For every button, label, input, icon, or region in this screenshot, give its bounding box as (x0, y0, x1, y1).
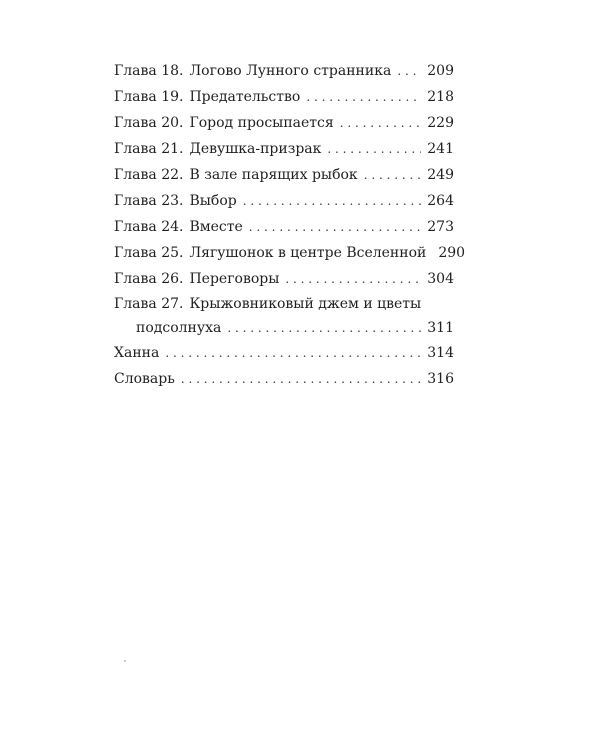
page-number: 304 (427, 271, 454, 287)
chapter-number: Глава 24. (114, 219, 184, 235)
scan-speck (124, 660, 126, 662)
chapter-title: Предательство (189, 89, 301, 105)
chapter-number: Глава 19. (114, 89, 184, 105)
page-number: 290 (438, 245, 466, 261)
toc-entry-chapter-22 (114, 162, 454, 188)
page-number: 264 (427, 193, 454, 209)
toc-entry-chapter-27 (114, 292, 454, 340)
toc-entry-hanna (114, 340, 454, 366)
chapter-number: Глава 22. (114, 167, 184, 183)
chapter-title: Девушка-призрак (189, 141, 322, 157)
dot-leader (181, 366, 421, 392)
section-title: Ханна (114, 345, 160, 361)
toc-entry-chapter-25 (114, 240, 466, 266)
chapter-number: Глава 26. (114, 271, 184, 287)
toc-entry-chapter-20 (114, 110, 454, 136)
chapter-title: Логово Лунного странника (189, 63, 392, 79)
dot-leader (249, 214, 421, 240)
toc-entry-chapter-21 (114, 136, 454, 162)
chapter-title: Вместе (189, 219, 243, 235)
dot-leader (364, 162, 422, 188)
page-number: 241 (427, 141, 454, 157)
dot-leader (327, 136, 421, 162)
dot-leader (306, 84, 421, 110)
chapter-number: Глава 23. (114, 193, 184, 209)
toc-entry-line-2 (114, 316, 454, 340)
chapter-title: Крыжовниковый джем и цветы (189, 296, 422, 312)
toc-entry-chapter-18 (114, 58, 454, 84)
chapter-number: Глава 20. (114, 115, 184, 131)
chapter-title: В зале парящих рыбок (189, 167, 358, 183)
chapter-title: Переговоры (189, 271, 280, 287)
dot-leader (227, 316, 421, 340)
page-number: 229 (427, 115, 454, 131)
dot-leader (285, 266, 421, 292)
dot-leader (165, 340, 421, 366)
chapter-number: Глава 25. (114, 245, 184, 261)
chapter-title: Выбор (189, 193, 237, 209)
toc-entry-chapter-26 (114, 266, 454, 292)
toc-entry-chapter-23 (114, 188, 454, 214)
section-title: Словарь (114, 371, 175, 387)
page-number: 316 (427, 371, 454, 387)
dot-leader (340, 110, 422, 136)
page-number: 311 (427, 320, 454, 336)
toc-entry-chapter-19 (114, 84, 454, 110)
chapter-title-continued: подсолнуха (136, 320, 222, 336)
toc-entry-chapter-24 (114, 214, 454, 240)
page-number: 273 (427, 219, 454, 235)
table-of-contents (114, 58, 466, 392)
toc-entry-glossary (114, 366, 454, 392)
dot-leader (243, 188, 422, 214)
page-number: 209 (427, 63, 454, 79)
dot-leader (397, 58, 421, 84)
chapter-number: Глава 27. (114, 296, 184, 312)
toc-entry-line-1 (114, 292, 454, 316)
page-number: 249 (427, 167, 454, 183)
chapter-number: Глава 21. (114, 141, 184, 157)
page-number: 218 (427, 89, 454, 105)
page-number: 314 (427, 345, 454, 361)
chapter-number: Глава 18. (114, 63, 184, 79)
chapter-title: Лягушонок в центре Вселенной (189, 245, 427, 261)
chapter-title: Город просыпается (189, 115, 334, 131)
